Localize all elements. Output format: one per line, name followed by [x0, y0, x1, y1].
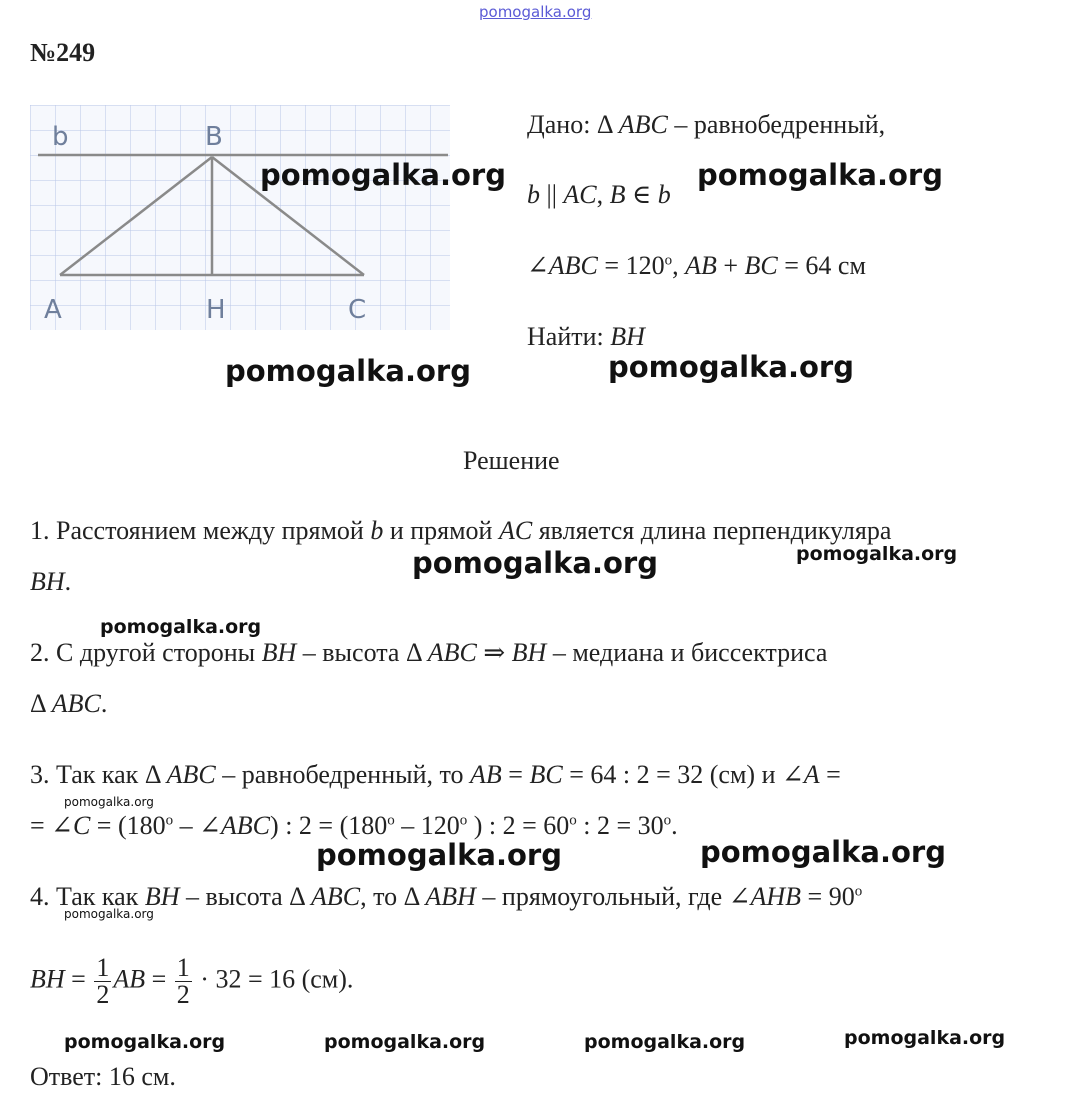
watermark: pomogalka.org — [225, 354, 471, 388]
fraction-one-half-2: $\frac{1}{2}$ — [176, 953, 190, 1009]
site-link-top[interactable]: pomogalka.org — [479, 3, 592, 21]
formula-line: BH = $\frac{1}{2}$ AB = $\frac{1}{2}$ · 32 = 16 (см). — [30, 953, 354, 1009]
step-3-line-2: = ∠C = ($180^о$ – ∠ABC) : $2 = (180^о - 120^о$ ) : $2 = 60^о$ : $2 = 30^о$. — [30, 811, 678, 840]
step-2-line-1: 2. С другой стороны BH – высота Δ ABC ⇒ BH – медиана и биссектриса — [30, 638, 828, 667]
given-line-3: ∠ABC = $120^о$, AB + BC = 64 см — [527, 251, 866, 280]
given-line-1: Дано: Δ ABC – равнобедренный, — [527, 110, 886, 139]
watermark: pomogalka.org — [844, 1027, 1006, 1049]
watermark: pomogalka.org — [64, 1031, 226, 1053]
step-1-line-2: BH. — [30, 567, 72, 596]
watermark: pomogalka.org — [584, 1031, 746, 1053]
answer-line: Ответ: 16 см. — [30, 1062, 176, 1091]
triangle-diagram — [30, 105, 460, 335]
watermark: pomogalka.org — [697, 158, 943, 192]
label-vertex-a: A — [44, 295, 62, 325]
fraction-one-half: $\frac{1}{2}$ — [96, 953, 110, 1009]
watermark: pomogalka.org — [316, 838, 562, 872]
step-3-line-1: 3. Так как Δ ABC – равнобедренный, то AB = BC = 64 : 2 = 32 (см) и ∠A = — [30, 760, 841, 789]
watermark: pomogalka.org — [324, 1031, 486, 1053]
watermark: pomogalka.org — [700, 835, 946, 869]
watermark: pomogalka.org — [64, 907, 154, 921]
label-point-h: H — [206, 295, 226, 325]
watermark: pomogalka.org — [796, 543, 958, 565]
label-line-b: b — [52, 122, 69, 152]
step-2-line-2: Δ ABC. — [30, 689, 108, 718]
watermark: pomogalka.org — [64, 795, 154, 809]
label-vertex-b: B — [205, 122, 223, 152]
find-line: Найти: BH — [527, 322, 645, 351]
watermark: pomogalka.org — [412, 546, 658, 580]
watermark: pomogalka.org — [608, 350, 854, 384]
label-vertex-c: C — [348, 295, 367, 325]
step-4-line-1: 4. Так как BH – высота Δ ABC, то Δ ABH – прямоугольный, где ∠AHB = $90^о$ — [30, 882, 863, 911]
step-1-line-1: 1. Расстоянием между прямой b и прямой AC является длина перпендикуляра — [30, 516, 892, 545]
problem-number: №249 — [30, 38, 96, 67]
watermark: pomogalka.org — [100, 616, 262, 638]
given-line-2: b || AC, B ∈ b — [527, 180, 671, 209]
solution-title: Решение — [463, 446, 560, 475]
watermark: pomogalka.org — [260, 158, 506, 192]
